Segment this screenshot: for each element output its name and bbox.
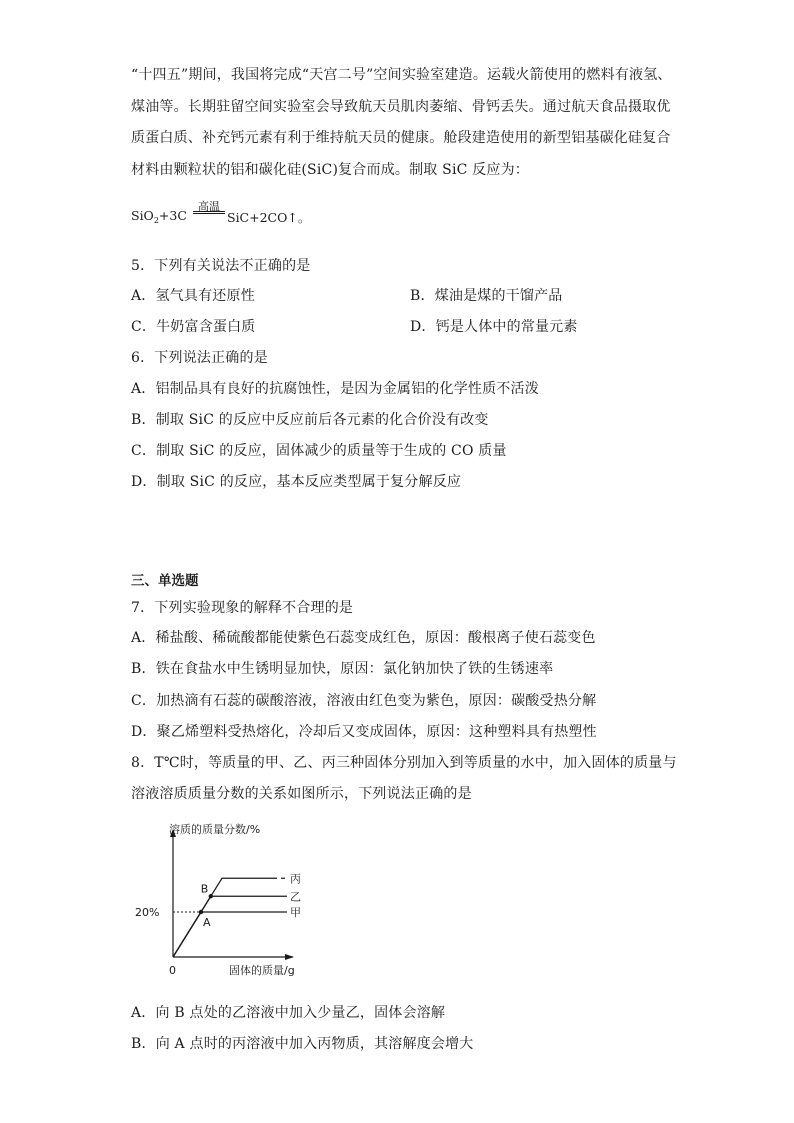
x-axis-label: 固体的质量/g (229, 964, 295, 977)
point-label-a: A (203, 916, 211, 929)
q5-option-d: D．钙是人体中的常量元素 (410, 319, 578, 335)
series-line-3 (173, 912, 287, 957)
q8-stem-line-1: 8．T℃时，等质量的甲、乙、丙三种固体分别加入到等质量的水中，加入固体的质量与 (131, 755, 677, 771)
q5-option-b: B．煤油是煤的干馏产品 (410, 288, 563, 304)
equation-products: SiC+2CO↑。 (227, 210, 311, 225)
y-axis-label: 溶质的质量分数/% (169, 823, 261, 836)
y-tick-label: 20% (135, 906, 160, 919)
series-line-2 (173, 896, 287, 957)
q8-option-b: B．向 A 点时的丙溶液中加入丙物质，其溶解度会增大 (131, 1036, 474, 1052)
series-line-1 (173, 878, 277, 957)
solubility-chart (135, 817, 315, 982)
point-label-b: B (200, 882, 209, 896)
intro-line-4: 材料由颗粒状的铝和碳化硅(SiC)复合而成。制取 SiC 反应为： (131, 162, 529, 178)
q5-option-a: A．氢气具有还原性 (131, 288, 255, 304)
q8-stem-line-2: 溶液溶质质量分数的关系如图所示，下列说法正确的是 (131, 786, 472, 802)
q6-option-b: B．制取 SiC 的反应中反应前后各元素的化合价没有改变 (131, 412, 489, 428)
point-marker-a (199, 910, 203, 914)
q7-option-b: B．铁在食盐水中生锈明显加快，原因：氯化钠加快了铁的生锈速率 (131, 661, 554, 677)
q6-stem: 6．下列说法正确的是 (131, 350, 268, 366)
equation-equals-bar-top (193, 211, 225, 212)
section-title: 三、单选题 (131, 573, 199, 589)
equation-subscript: 2 (153, 216, 159, 225)
origin-label: 0 (169, 964, 176, 977)
q6-option-c: C．制取 SiC 的反应，固体减少的质量等于生成的 CO 质量 (131, 443, 507, 459)
q7-option-a: A．稀盐酸、稀硫酸都能使紫色石蕊变成红色，原因：酸根离子使石蕊变色 (131, 630, 596, 646)
q7-option-d: D．聚乙烯塑料受热熔化，冷却后又变成固体，原因：这种塑料具有热塑性 (131, 724, 597, 740)
series-label-1: 丙 (290, 872, 301, 886)
equation-reactant-sio2: SiO (131, 208, 154, 223)
series-label-2: 乙 (290, 890, 301, 904)
q7-option-c: C．加热滴有石蕊的碳酸溶液，溶液由红色变为紫色，原因：碳酸受热分解 (131, 693, 597, 709)
q5-stem: 5．下列有关说法不正确的是 (131, 258, 311, 274)
q8-option-a: A．向 B 点处的乙溶液中加入少量乙，固体会溶解 (131, 1005, 446, 1021)
equation-plus-carbon: +3C (158, 208, 187, 223)
q6-option-a: A．铝制品具有良好的抗腐蚀性，是因为金属铝的化学性质不活泼 (131, 381, 539, 397)
intro-line-1: “十四五”期间，我国将完成“天宫二号”空间实验室建造。运载火箭使用的燃料有液氢、 (131, 67, 672, 83)
intro-line-2: 煤油等。长期驻留空间实验室会导致航天员肌肉萎缩、骨钙丢失。通过航天食品摄取优 (131, 99, 671, 115)
point-marker-b (209, 894, 213, 898)
solubility-chart-svg (135, 817, 315, 982)
intro-line-3: 质蛋白质、补充钙元素有利于维持航天员的健康。舱段建造使用的新型铝基碳化硅复合 (131, 130, 671, 146)
q6-option-d: D．制取 SiC 的反应，基本反应类型属于复分解反应 (131, 474, 462, 490)
equation-reactants (131, 208, 187, 223)
equation-equals-bar-bottom (193, 213, 225, 214)
series-label-3: 甲 (290, 906, 301, 919)
equation-condition: 高温 (198, 200, 220, 213)
x-axis-arrow (285, 954, 294, 960)
q5-option-c: C．牛奶富含蛋白质 (131, 319, 256, 335)
q7-stem: 7．下列实验现象的解释不合理的是 (131, 600, 354, 616)
